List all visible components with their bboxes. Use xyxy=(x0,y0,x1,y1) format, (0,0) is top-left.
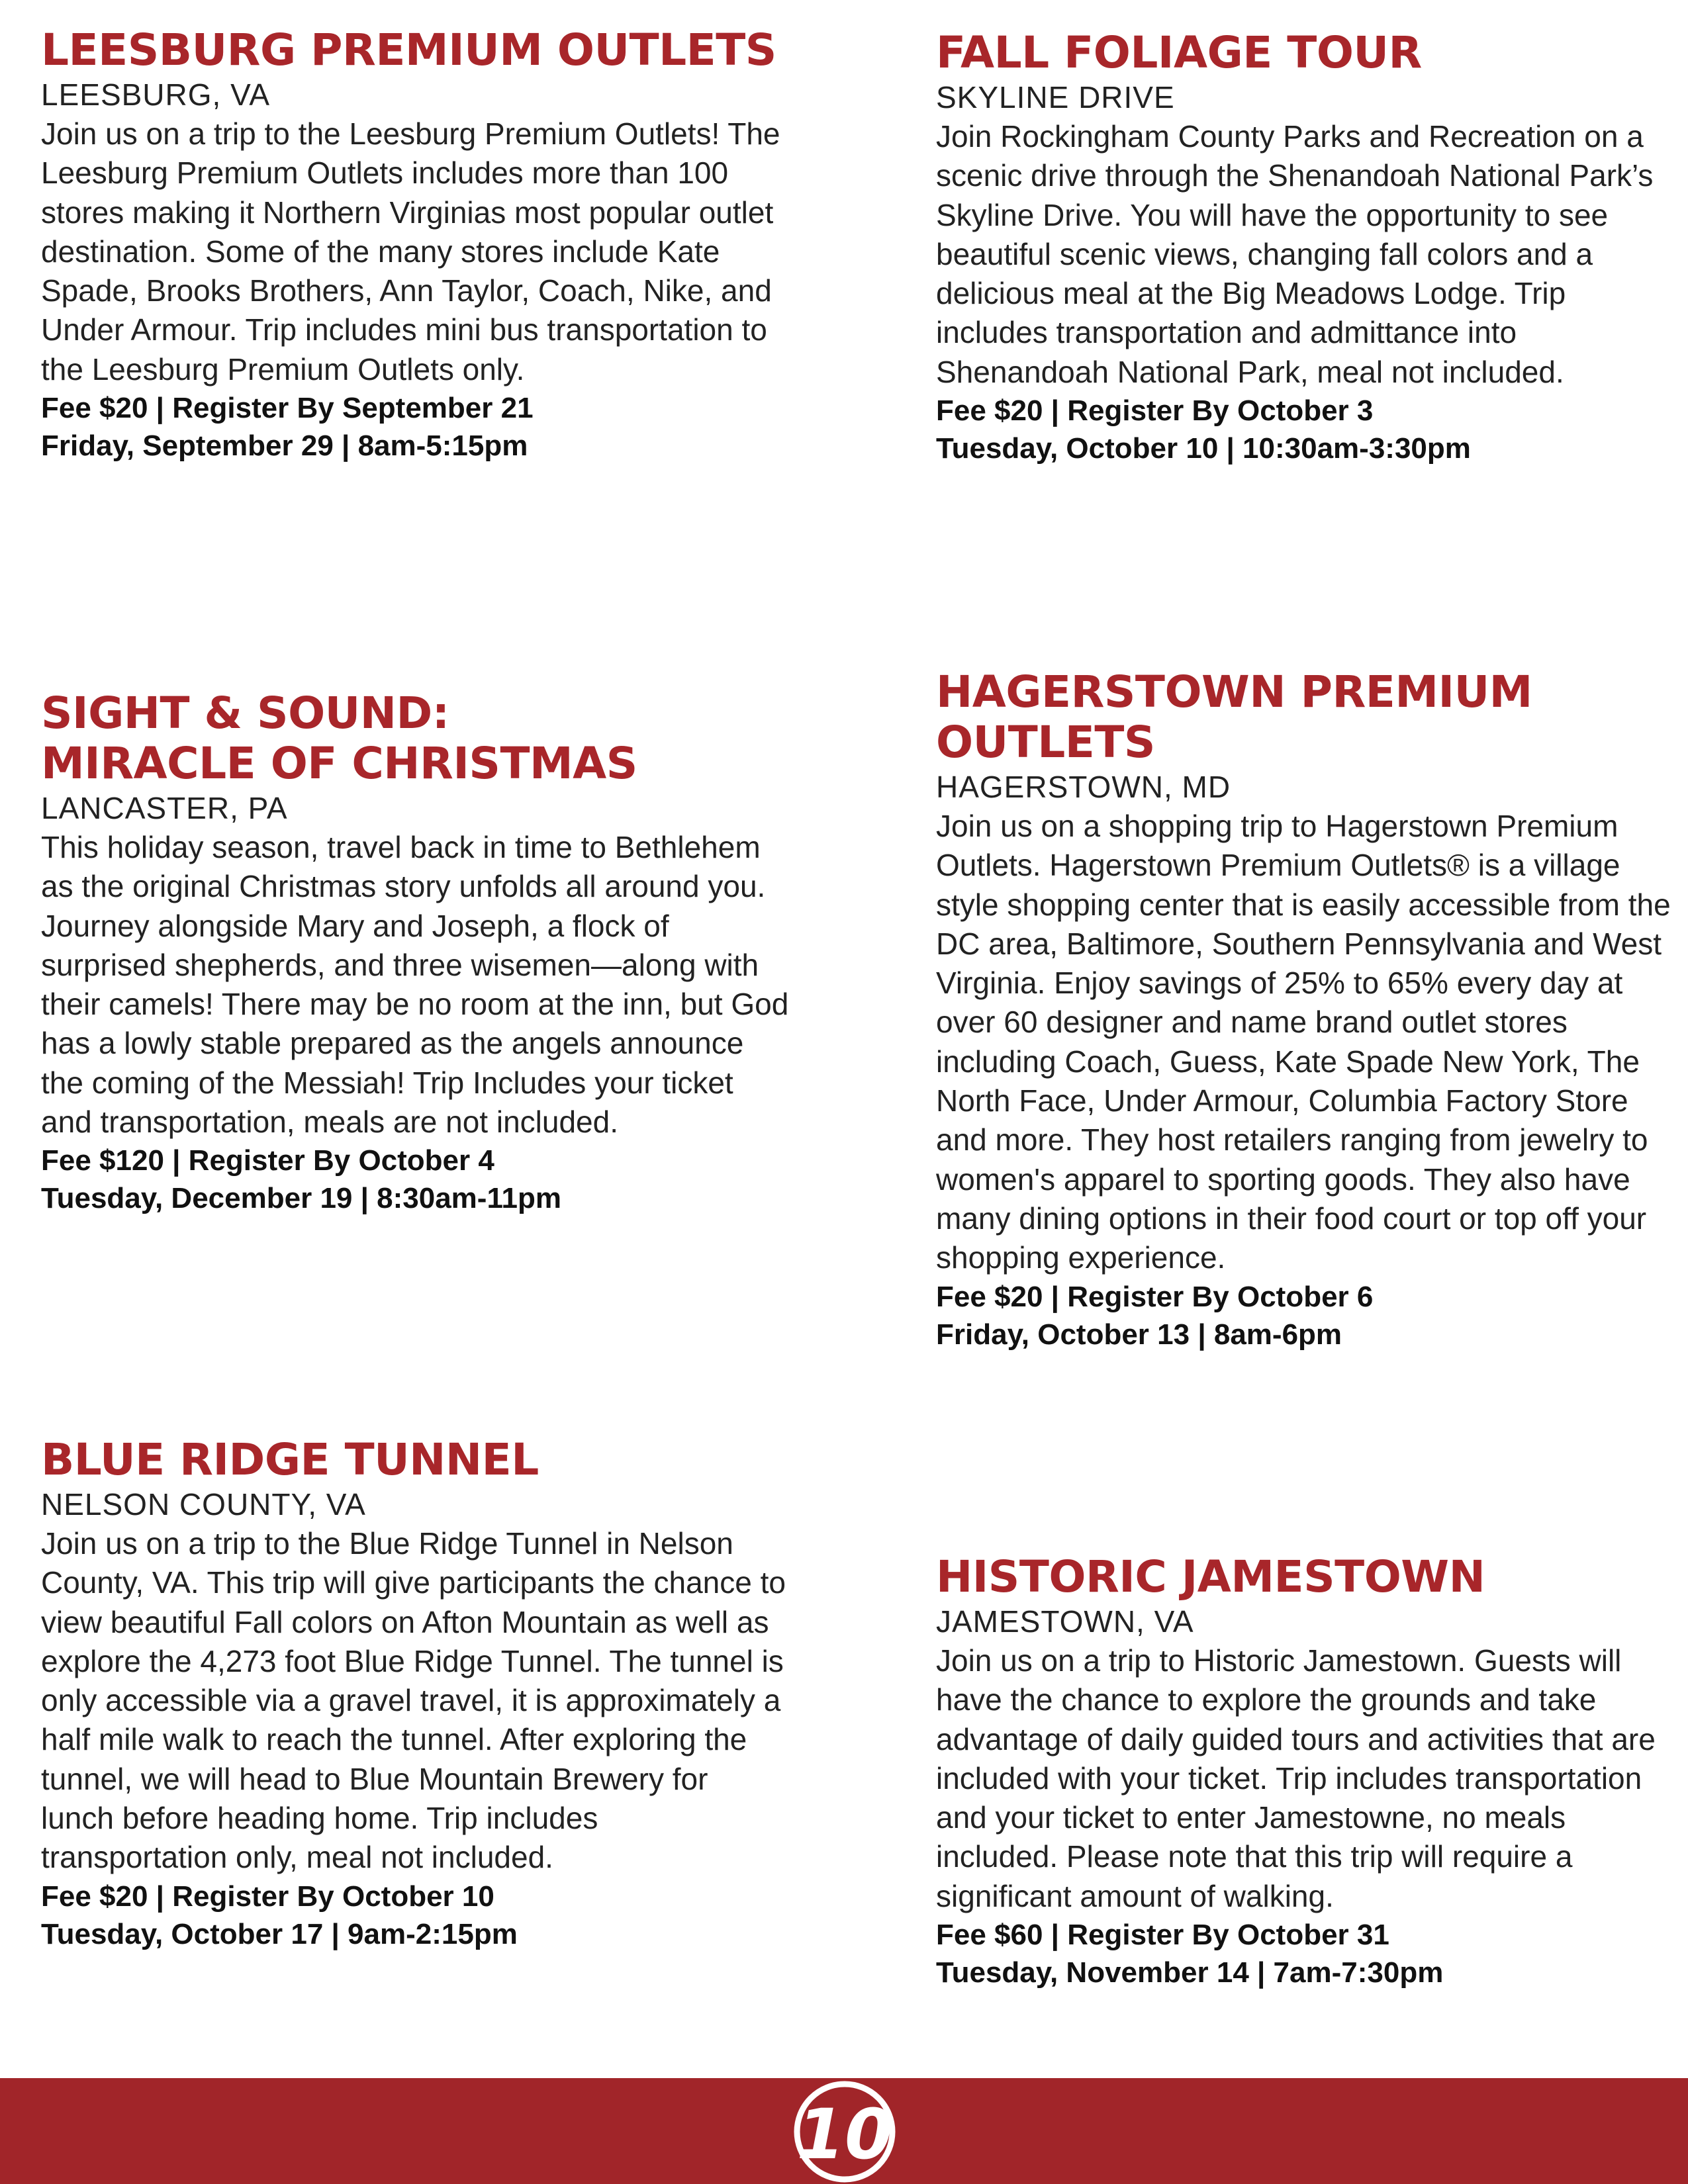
event-fee: Fee $20 | Register By October 3 xyxy=(936,394,1374,428)
event-title: HISTORIC JAMESTOWN xyxy=(936,1551,1485,1602)
event-description: Join us on a shopping trip to Hagerstown Premium Outlets. Hagerstown Premium Outlets® is a village style shopping center that is easily accessible from the DC area, Baltimore, Southern Pennsylvania and West Virginia. Enjoy savings of 25% to 65% every day at over 60 designer and name brand outlet stores including Coach, Guess, Kate Spade New York, The North Face, Under Armour, Columbia Factory Store and more. They host retailers ranging from jewelry to women's apparel to sporting goods. They also have many dining options in their food court or top off your shopping experience. xyxy=(936,809,1671,1275)
event-description: Join Rockingham County Parks and Recreation on a scenic drive through the Shenandoah National Park’s Skyline Drive. You will have the opportunity to see beautiful scenic views, changing fall colors and a delicious meal at the Big Meadows Lodge. Trip includes transportation and admittance into Shenandoah National Park, meal not included. xyxy=(936,119,1654,389)
event-date-time: Friday, October 13 | 8am-6pm xyxy=(936,1318,1342,1351)
event-title: BLUE RIDGE TUNNEL xyxy=(41,1434,539,1485)
page-number: 10 xyxy=(796,2093,893,2175)
event-location: NELSON COUNTY, VA xyxy=(41,1487,366,1522)
event-fee: Fee $60 | Register By October 31 xyxy=(936,1919,1389,1952)
event-location: LEESBURG, VA xyxy=(41,77,271,112)
event-date-time: Friday, September 29 | 8am-5:15pm xyxy=(41,430,528,463)
event-description: This holiday season, travel back in time to Bethlehem as the original Christmas story unfolds all around you. Journey alongside Mary and Joseph, a flock of surprised shepherds, and three wisemen—along with their camels! There may be no room at the inn, but God has a lowly stable prepared as the angels announce the coming of the Messiah! Trip Includes your ticket and transportation, meals are not included. xyxy=(41,830,789,1140)
event-description: Join us on a trip to the Leesburg Premium Outlets! The Leesburg Premium Outlets includes more than 100 stores making it Northern Virginias most popular outlet destination. Some of the many stores include Kate Spade, Brooks Brothers, Ann Taylor, Coach, Nike, and Under Armour. Trip includes mini bus transportation to the Leesburg Premium Outlets only. xyxy=(41,116,780,387)
event-sight-and-sound xyxy=(41,688,789,1217)
event-description: Join us on a trip to the Blue Ridge Tunnel in Nelson County, VA. This trip will give participants the chance to view beautiful Fall colors on Afton Mountain as well as explore the 4,273 foot Blue Ridge Tunnel. The tunnel is only accessible via a gravel travel, it is approximately a half mile walk to reach the tunnel. After exploring the tunnel, we will head to Blue Mountain Brewery for lunch before heading home. Trip includes transportation only, meal not included. xyxy=(41,1526,786,1875)
event-date-time: Tuesday, October 17 | 9am-2:15pm xyxy=(41,1917,518,1950)
page-number-badge xyxy=(772,2068,917,2184)
event-historic-jamestown xyxy=(936,1552,1677,1991)
event-date-time: Tuesday, December 19 | 8:30am-11pm xyxy=(41,1182,561,1215)
event-location: JAMESTOWN, VA xyxy=(936,1604,1194,1639)
event-description: Join us on a trip to Historic Jamestown. Guests will have the chance to explore the grounds and take advantage of daily guided tours and activities that are included with your ticket. Trip includes transportation and your ticket to enter Jamestowne, no meals included. Please note that this trip will require a significant amount of walking. xyxy=(936,1643,1656,1913)
event-location: HAGERSTOWN, MD xyxy=(936,770,1231,804)
event-title: SIGHT & SOUND: MIRACLE OF CHRISTMAS xyxy=(41,688,637,789)
event-title: LEESBURG PREMIUM OUTLETS xyxy=(41,24,776,75)
event-blue-ridge-tunnel xyxy=(41,1435,789,1953)
event-fall-foliage-tour xyxy=(936,28,1677,467)
event-date-time: Tuesday, November 14 | 7am-7:30pm xyxy=(936,1956,1444,1989)
event-fee: Fee $20 | Register By October 6 xyxy=(936,1280,1374,1313)
event-fee: Fee $120 | Register By October 4 xyxy=(41,1144,494,1177)
event-fee: Fee $20 | Register By October 10 xyxy=(41,1880,494,1913)
event-fee: Fee $20 | Register By September 21 xyxy=(41,392,534,425)
event-date-time: Tuesday, October 10 | 10:30am-3:30pm xyxy=(936,432,1471,465)
event-location: SKYLINE DRIVE xyxy=(936,80,1175,114)
event-leesburg-outlets xyxy=(41,25,789,465)
event-location: LANCASTER, PA xyxy=(41,791,288,825)
event-title: FALL FOLIAGE TOUR xyxy=(936,27,1422,78)
event-hagerstown-outlets xyxy=(936,667,1677,1353)
event-title: HAGERSTOWN PREMIUM OUTLETS xyxy=(936,666,1532,768)
